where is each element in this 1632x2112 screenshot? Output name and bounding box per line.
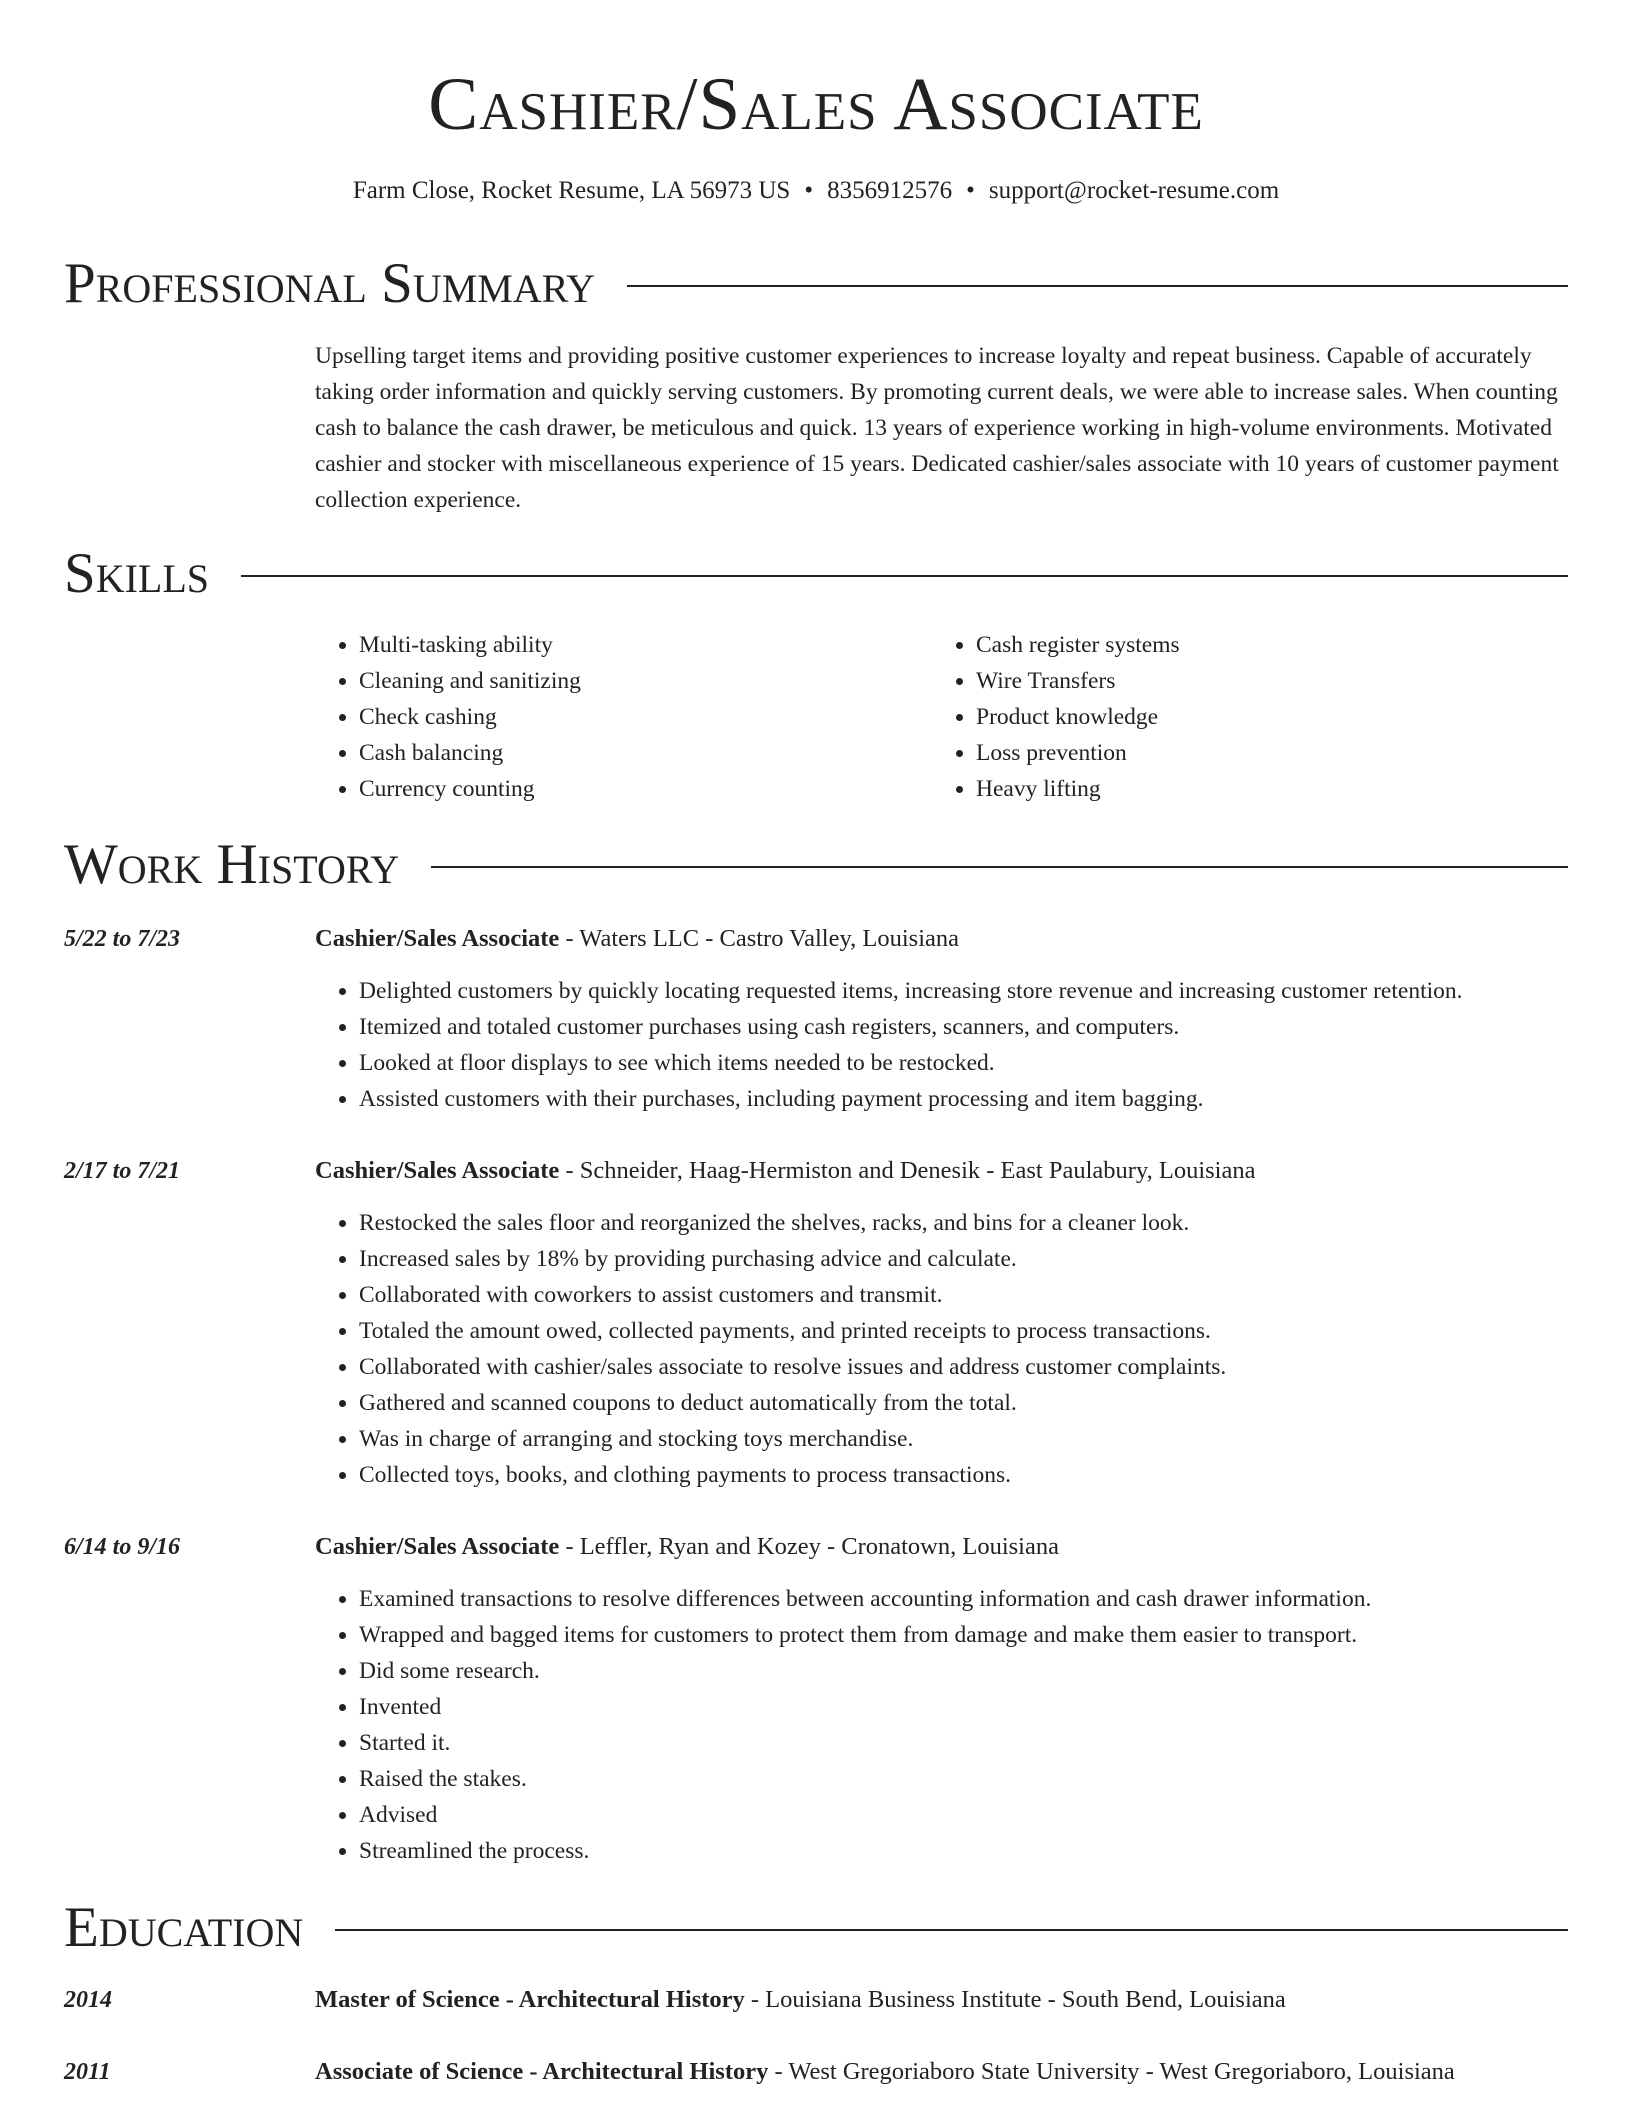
section-divider: [241, 575, 1568, 577]
job-title: Cashier/Sales Associate: [315, 1533, 560, 1560]
contact-address: Farm Close, Rocket Resume, LA 56973 US: [352, 177, 791, 204]
job-bullet: • Was in charge of arranging and stocking toys merchandise.: [359, 1421, 1592, 1457]
job-title: Cashier/Sales Associate: [315, 1157, 560, 1184]
job-title-line: [315, 1153, 1255, 1189]
education-title-line: [315, 1982, 1286, 2018]
job-bullet: • Invented: [359, 1689, 1592, 1725]
skill-item: • Heavy lifting: [976, 771, 1549, 807]
skills-column-right: [932, 627, 1549, 807]
job-date: 5/22 to 7/23: [64, 926, 181, 952]
job-title-line: [315, 921, 959, 957]
education-date: 2011: [64, 2059, 111, 2085]
education-details: - West Gregoriaboro State University - West Gregoriaboro, Louisiana: [768, 2058, 1455, 2085]
job-bullet: • Gathered and scanned coupons to deduct automatically from the total.: [359, 1385, 1592, 1421]
job-bullet: • Collaborated with coworkers to assist customers and transmit.: [359, 1277, 1592, 1313]
job-bullet: • Totaled the amount owed, collected payments, and printed receipts to process transactions.: [359, 1313, 1592, 1349]
job-title: Cashier/Sales Associate: [315, 925, 560, 952]
skills-section-title: Skills: [64, 542, 210, 605]
job-bullet: • Advised: [359, 1797, 1592, 1833]
education-details: - Louisiana Business Institute - South Bend, Louisiana: [744, 1986, 1286, 2013]
skill-item: • Check cashing: [359, 699, 932, 735]
skill-item: • Cleaning and sanitizing: [359, 663, 932, 699]
skill-item: • Wire Transfers: [976, 663, 1549, 699]
education-date: 2014: [64, 1987, 112, 2013]
job-details: - Leffler, Ryan and Kozey - Cronatown, Louisiana: [559, 1533, 1059, 1560]
job-bullets: [315, 1205, 1592, 1493]
job-bullet: • Started it.: [359, 1725, 1592, 1761]
summary-text: Upselling target items and providing positive customer experiences to increase loyalty and repeat business. Capable of accurately taking order information and quickly serving customers. By promoting current deals, we were able to increase sales. When counting cash to balance the cash drawer, be meticulous and quick. 13 years of experience working in high-volume environments. Motivated cashier and stocker with miscellaneous experience of 15 years. Dedicated cashier/sales associate with 10 years of customer payment collection experience.: [315, 343, 1559, 513]
job-bullet: • Itemized and totaled customer purchases using cash registers, scanners, and computers.: [359, 1009, 1592, 1045]
skill-item: • Currency counting: [359, 771, 932, 807]
summary-section-header: [64, 252, 1568, 316]
education-degree: Master of Science - Architectural History: [315, 1986, 745, 2013]
job-bullet: • Examined transactions to resolve differences between accounting information and cash drawer information.: [359, 1581, 1592, 1617]
education-title-line: [315, 2054, 1455, 2090]
job-bullet: • Did some research.: [359, 1653, 1592, 1689]
job-bullet: • Collaborated with cashier/sales associate to resolve issues and address customer complaints.: [359, 1349, 1592, 1385]
job-bullets: [315, 973, 1592, 1117]
skills-column-left: [315, 627, 932, 807]
skill-item: • Loss prevention: [976, 735, 1549, 771]
job-title-line: [315, 1529, 1059, 1565]
resume-name: Cashier/Sales Associate: [428, 63, 1204, 146]
education-degree: Associate of Science - Architectural History: [315, 2058, 769, 2085]
job-bullet: • Delighted customers by quickly locating requested items, increasing store revenue and increasing customer retention.: [359, 973, 1592, 1009]
contact-phone: 8356912576: [827, 177, 953, 204]
skill-item: • Cash register systems: [976, 627, 1549, 663]
work-section-header: [64, 833, 1568, 897]
skill-item: • Cash balancing: [359, 735, 932, 771]
job-details: - Schneider, Haag-Hermiston and Denesik - East Paulabury, Louisiana: [559, 1157, 1256, 1184]
job-details: - Waters LLC - Castro Valley, Louisiana: [559, 925, 960, 952]
contact-separator: •: [966, 177, 975, 204]
job-bullet: • Wrapped and bagged items for customers to protect them from damage and make them easier to transport.: [359, 1617, 1592, 1653]
job-bullet: • Looked at floor displays to see which items needed to be restocked.: [359, 1045, 1592, 1081]
job-bullet: • Assisted customers with their purchases, including payment processing and item bagging.: [359, 1081, 1592, 1117]
job-bullet: • Restocked the sales floor and reorganized the shelves, racks, and bins for a cleaner look.: [359, 1205, 1592, 1241]
job-date: 2/17 to 7/21: [64, 1158, 181, 1184]
section-divider: [335, 1929, 1568, 1931]
contact-line: [0, 176, 1632, 206]
skills-list: [315, 627, 1568, 807]
job-date: 6/14 to 9/16: [64, 1534, 181, 1560]
contact-email: support@rocket-resume.com: [988, 177, 1280, 204]
skills-section-header: [64, 542, 1568, 606]
education-section-title: Education: [64, 1896, 304, 1959]
job-bullet: • Collected toys, books, and clothing payments to process transactions.: [359, 1457, 1592, 1493]
section-divider: [431, 866, 1568, 868]
job-bullets: [315, 1581, 1592, 1869]
job-bullet: • Increased sales by 18% by providing purchasing advice and calculate.: [359, 1241, 1592, 1277]
work-section-title: Work History: [64, 833, 400, 896]
skill-item: • Multi-tasking ability: [359, 627, 932, 663]
education-section-header: [64, 1896, 1568, 1960]
contact-separator: •: [804, 177, 814, 204]
section-divider: [627, 285, 1568, 287]
skill-item: • Product knowledge: [976, 699, 1549, 735]
job-bullet: • Raised the stakes.: [359, 1761, 1592, 1797]
job-bullet: • Streamlined the process.: [359, 1833, 1592, 1869]
summary-section-title: Professional Summary: [64, 252, 596, 315]
